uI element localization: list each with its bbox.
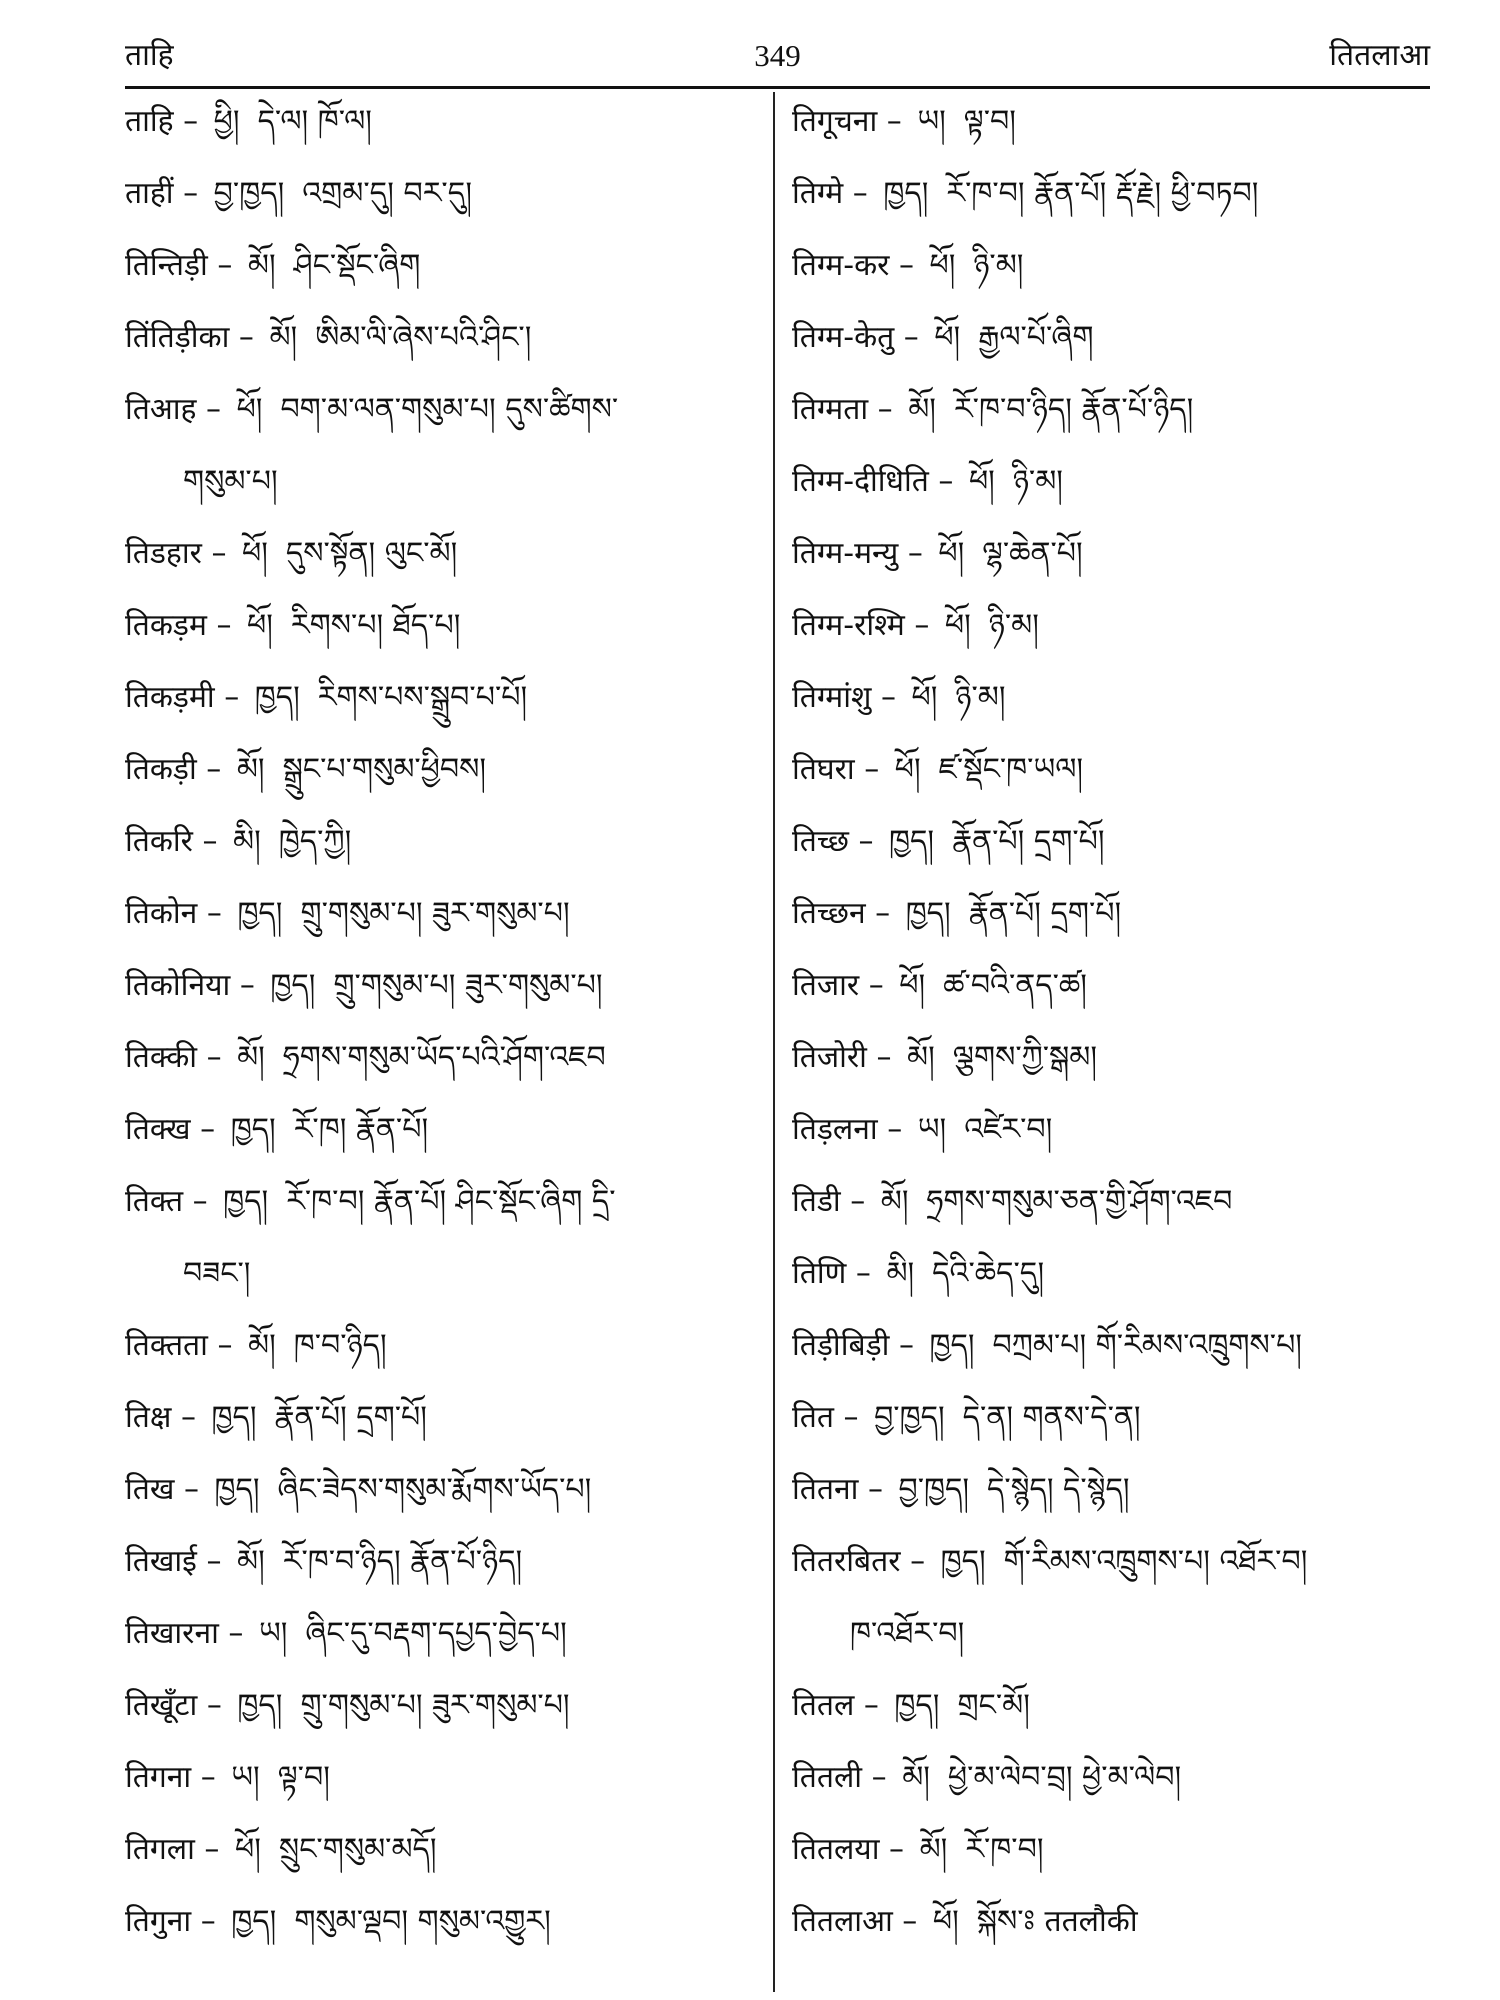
dictionary-entry — [792, 1400, 1141, 1436]
entry-gloss: ཉི་མ། — [973, 248, 1024, 283]
entry-headword: तिकड़म — [125, 608, 207, 643]
dictionary-entry — [792, 1688, 1030, 1724]
entry-gloss: གྲུ་གསུམ་པ། ཟུར་གསུམ་པ། — [300, 1688, 570, 1723]
entry-headword: तितलया — [792, 1832, 880, 1867]
dictionary-entry — [125, 608, 460, 644]
dictionary-entry — [125, 680, 527, 716]
entry-gloss: རྒྱལ་པོ་ཞིག — [978, 320, 1094, 355]
entry-gloss: གསུམ་ལྡབ། གསུམ་འགྱུར། — [294, 1904, 551, 1939]
entry-part-of-speech: ཁྱད། — [894, 1688, 940, 1723]
entry-separator: – — [910, 1544, 926, 1579]
entry-separator: – — [907, 536, 923, 571]
entry-headword: तिजोरी — [792, 1040, 867, 1075]
entry-gloss: དེ་ལ། ཁོ་ལ། — [257, 104, 372, 139]
entry-gloss: གྲུ་གསུམ་པ། ཟུར་གསུམ་པ། — [333, 968, 603, 1003]
entry-separator: – — [206, 1688, 222, 1723]
entry-separator: – — [875, 896, 891, 931]
dictionary-entry — [792, 464, 1063, 500]
entry-headword: तितरबितर — [792, 1544, 901, 1579]
entry-part-of-speech: ཕོ། — [934, 320, 961, 355]
entry-headword: तिग्म-केतु — [792, 320, 895, 355]
dictionary-entry — [125, 1544, 522, 1580]
header-right-guide-word: तितलाआ — [1329, 38, 1430, 73]
dictionary-entry — [792, 320, 1094, 356]
entry-gloss: རིགས་པ། ཐོད་པ། — [290, 608, 461, 643]
entry-separator: – — [216, 608, 232, 643]
entry-gloss: རོ་ཁ་བ། — [965, 1832, 1044, 1867]
entry-part-of-speech: བྱ་ཁྱད། — [874, 1400, 945, 1435]
entry-separator: – — [886, 104, 902, 139]
entry-gloss: རྣོན་པོ། དྲག་པོ། — [274, 1400, 427, 1435]
entry-separator: – — [880, 680, 896, 715]
entry-separator: – — [200, 1112, 216, 1147]
entry-part-of-speech: ཁྱད། — [883, 176, 929, 211]
entry-separator: – — [863, 1688, 879, 1723]
dictionary-entry — [125, 1472, 591, 1508]
entry-part-of-speech: ཕོ། — [932, 1904, 959, 1939]
entry-gloss: ཧྲགས་གསུམ་ཅན་གྱི་ཤོག་འཇབ — [926, 1184, 1233, 1219]
dictionary-entry — [792, 1040, 1097, 1076]
entry-part-of-speech: མོ། — [236, 752, 265, 787]
entry-headword: तिकड़ी — [125, 752, 197, 787]
entry-separator: – — [206, 752, 222, 787]
entry-headword: तिखारना — [125, 1616, 219, 1651]
entry-headword: तिक्ष — [125, 1400, 172, 1435]
entry-part-of-speech: ཡ། — [258, 1616, 288, 1651]
entry-part-of-speech: ཁྱད། — [223, 1184, 269, 1219]
dictionary-entry — [792, 1184, 1232, 1220]
dictionary-entry — [792, 1760, 1181, 1796]
entry-separator: – — [938, 464, 954, 499]
entry-headword: तिग्म-दीधिति — [792, 464, 929, 499]
entry-separator: – — [903, 320, 919, 355]
entry-part-of-speech: ཕོ། — [247, 608, 273, 643]
entry-separator: – — [217, 1328, 233, 1363]
entry-part-of-speech: ཁྱད། — [237, 896, 283, 931]
entry-headword: तिडी — [792, 1184, 841, 1219]
entry-part-of-speech: ཁྱད། — [905, 896, 951, 931]
dictionary-entry — [125, 1400, 427, 1436]
entry-gloss: དུས་སྟོན། ལུང་མོ། — [285, 536, 458, 571]
entry-separator: – — [183, 104, 199, 139]
entry-part-of-speech: ཕོ། — [234, 1832, 261, 1867]
entry-separator: – — [852, 176, 868, 211]
dictionary-entry — [125, 1616, 567, 1652]
entry-part-of-speech: མི། — [886, 1256, 915, 1291]
dictionary-entry — [792, 536, 1083, 572]
dictionary-entry — [125, 1040, 606, 1076]
entry-gloss: ཤིང་སྡོང་ཞིག — [293, 248, 421, 283]
entry-gloss: གྲང་མོ། — [957, 1688, 1030, 1723]
entry-gloss: ཕྱེ་མ་ལེབ་བྲ། ཕྱེ་མ་ལེབ། — [947, 1760, 1182, 1795]
entry-separator: – — [858, 824, 874, 859]
entry-gloss: ཞིང་ཟེདས་གསུམ་རྨོགས་ཡོད་པ། — [277, 1472, 592, 1507]
entry-gloss: ཁྱེད་ཀྱི། — [278, 824, 352, 859]
entry-separator: – — [200, 1760, 216, 1795]
entry-separator: – — [206, 896, 222, 931]
entry-headword: तिखूँटा — [125, 1688, 198, 1723]
header-rule — [125, 86, 1430, 89]
entry-separator: – — [202, 824, 218, 859]
dictionary-entry — [792, 608, 1039, 644]
entry-headword: तिणि — [792, 1256, 847, 1291]
entry-gloss: གོ་རིམས་འཁྲུགས་པ། འཐོར་བ། — [1003, 1544, 1308, 1579]
entry-part-of-speech: བྱ་ཁྱད། — [213, 176, 285, 211]
entry-part-of-speech: མོ། — [247, 248, 276, 283]
entry-separator: – — [206, 1544, 222, 1579]
entry-part-of-speech: མོ། — [237, 1544, 265, 1579]
entry-continuation — [125, 464, 278, 500]
entry-gloss: ལྟ་བ། — [277, 1760, 330, 1795]
entry-headword: तिग्म-मन्यु — [792, 536, 899, 571]
entry-continuation — [125, 1256, 250, 1292]
dictionary-entry — [125, 1184, 616, 1220]
entry-gloss: ཞིང་དུ་བརྡག་དཔྱད་བྱེད་པ། — [305, 1616, 567, 1651]
entry-part-of-speech: ཕོ། — [938, 536, 965, 571]
entry-gloss: རོ་ཁ། རྣོན་པོ། — [293, 1112, 429, 1147]
dictionary-entry — [792, 176, 1258, 212]
entry-headword: तिआह — [125, 392, 197, 427]
entry-part-of-speech: ཁྱད། — [214, 1472, 260, 1507]
entry-gloss: གསུམ་པ། — [183, 464, 278, 499]
dictionary-entry — [125, 752, 486, 788]
entry-separator: – — [864, 752, 880, 787]
entry-gloss: ཁ་འཐོར་བ། — [850, 1616, 965, 1651]
entry-headword: तिडहार — [125, 536, 202, 571]
entry-gloss: རོ་ཁ་བ། རྣོན་པོ། ཤིང་སྡོང་ཞིག དྲི་ — [286, 1184, 616, 1219]
entry-gloss: བག་མ་ལན་གསུམ་པ། དུས་ཚིགས་ — [280, 392, 619, 427]
dictionary-entry — [792, 1472, 1129, 1508]
entry-gloss: སྒྲུང་པ་གསུམ་ཕྱིབས། — [282, 752, 487, 787]
entry-gloss: ཉི་མ། — [988, 608, 1039, 643]
dictionary-entry — [792, 1904, 1138, 1940]
dictionary-entry — [125, 248, 420, 284]
dictionary-entry — [125, 1112, 428, 1148]
entry-separator: – — [877, 392, 893, 427]
entry-separator: – — [902, 1904, 918, 1939]
dictionary-entry — [125, 968, 603, 1004]
entry-gloss: རོ་ཁ་བ་ཉིད། རྣོན་པོ་ཉིད། — [953, 392, 1194, 427]
entry-headword: तिक्ख — [125, 1112, 191, 1147]
entry-headword: तिगला — [125, 1832, 195, 1867]
entry-headword: तिच्छन — [792, 896, 866, 931]
entry-headword: तिक्तता — [125, 1328, 208, 1363]
entry-part-of-speech: ཕོ། — [944, 608, 971, 643]
entry-gloss: འགྲམ་དུ། བར་དུ། — [302, 176, 473, 211]
entry-gloss: སྐོས་ཿ ततलौकी — [976, 1904, 1138, 1939]
entry-separator: – — [183, 176, 199, 211]
dictionary-entry — [792, 248, 1023, 284]
entry-part-of-speech: མོ། — [919, 1832, 948, 1867]
entry-headword: तिग्म-कर — [792, 248, 890, 283]
entry-gloss: རོ་ཁ་བ་ཉིད། རྣོན་པོ་ཉིད། — [282, 1544, 523, 1579]
dictionary-entry — [125, 1832, 437, 1868]
entry-part-of-speech: མོ། — [902, 1760, 930, 1795]
entry-separator: – — [228, 1616, 244, 1651]
dictionary-entry — [125, 824, 351, 860]
entry-gloss: ཧྲགས་གསུམ་ཡོད་པའི་ཤོག་འཇབ — [282, 1040, 606, 1075]
entry-gloss: བཀྲམ་པ། གོ་རིམས་འཁྲུགས་པ། — [992, 1328, 1302, 1363]
entry-headword: तिघरा — [792, 752, 855, 787]
entry-gloss: ལྕགས་ཀྱི་སྒམ། — [952, 1040, 1098, 1075]
entry-gloss: བཟང་། — [183, 1256, 251, 1291]
entry-headword: तिक्की — [125, 1040, 198, 1075]
entry-separator: – — [200, 1904, 216, 1939]
entry-gloss: ཉི་མ། — [1012, 464, 1063, 499]
dictionary-entry — [792, 824, 1105, 860]
entry-separator: – — [204, 1832, 220, 1867]
entry-separator: – — [871, 1760, 887, 1795]
entry-part-of-speech: བྱ་ཁྱད། — [898, 1472, 970, 1507]
entry-gloss: འཛེར་བ། — [964, 1112, 1053, 1147]
entry-gloss: ཁ་བ་ཉིད། — [293, 1328, 387, 1363]
entry-gloss: རོ་ཁ་བ། རྣོན་པོ། རྡོ་རྗེ། ཕྱི་བཏབ། — [946, 176, 1259, 211]
entry-part-of-speech: ཁྱད། — [940, 1544, 986, 1579]
entry-separator: – — [876, 1040, 892, 1075]
entry-gloss: དེ་ན། གནས་དེ་ན། — [962, 1400, 1141, 1435]
dictionary-entry — [125, 1904, 551, 1940]
entry-part-of-speech: ཕྱི། — [213, 104, 240, 139]
entry-separator: – — [843, 1400, 859, 1435]
entry-separator: – — [224, 680, 240, 715]
entry-headword: तितल — [792, 1688, 855, 1723]
entry-part-of-speech: ཕོ། — [894, 752, 921, 787]
entry-gloss: ལྟ་བ། — [963, 104, 1016, 139]
entry-gloss: དེ་སྙེད། དེ་སྙེད། — [987, 1472, 1130, 1507]
dictionary-entry — [792, 752, 1083, 788]
entry-headword: तिजार — [792, 968, 860, 1003]
entry-part-of-speech: ཁྱད། — [231, 1904, 277, 1939]
entry-separator: – — [889, 1832, 905, 1867]
entry-separator: – — [206, 1040, 222, 1075]
entry-separator: – — [868, 968, 884, 1003]
entry-part-of-speech: མོ། — [908, 392, 936, 427]
dictionary-entry — [792, 104, 1016, 140]
entry-part-of-speech: ཡ། — [231, 1760, 260, 1795]
entry-gloss: ཛ་སྡོང་ཁ་ཡལ། — [938, 752, 1084, 787]
entry-separator: – — [867, 1472, 883, 1507]
entry-headword: तिन्तिड़ी — [125, 248, 208, 283]
entry-part-of-speech: ཁྱད། — [230, 1112, 276, 1147]
page-header — [125, 36, 1430, 86]
entry-part-of-speech: ཁྱད། — [211, 1400, 257, 1435]
entry-headword: तिखाई — [125, 1544, 197, 1579]
dictionary-entry — [792, 1256, 1044, 1292]
dictionary-entry — [125, 392, 618, 428]
dictionary-entry — [125, 536, 457, 572]
entry-part-of-speech: ཕོ། — [236, 392, 263, 427]
entry-separator: – — [898, 1328, 914, 1363]
dictionary-entry — [792, 392, 1193, 428]
entry-part-of-speech: ཡ། — [917, 104, 946, 139]
entry-gloss: ཉི་མ། — [955, 680, 1006, 715]
dictionary-entry — [792, 1832, 1044, 1868]
column-divider — [773, 92, 775, 1992]
entry-headword: तितली — [792, 1760, 863, 1795]
entry-separator: – — [898, 248, 914, 283]
entry-part-of-speech: མོ། — [907, 1040, 935, 1075]
entry-part-of-speech: མོ། — [880, 1184, 909, 1219]
entry-headword: ताहि — [125, 104, 174, 139]
entry-headword: तिच्छ — [792, 824, 849, 859]
entry-part-of-speech: མོ། — [248, 1328, 276, 1363]
entry-gloss: རྣོན་པོ། དྲག་པོ། — [952, 824, 1105, 859]
entry-part-of-speech: ཁྱད། — [270, 968, 316, 1003]
entry-headword: तितना — [792, 1472, 859, 1507]
entry-part-of-speech: མོ། — [237, 1040, 265, 1075]
entry-continuation — [792, 1616, 964, 1652]
dictionary-entry — [125, 1760, 330, 1796]
header-left-guide-word: ताहि — [125, 38, 174, 73]
entry-part-of-speech: ཁྱད། — [929, 1328, 975, 1363]
entry-part-of-speech: མོ། — [269, 320, 298, 355]
entry-part-of-speech: ཕོ། — [241, 536, 268, 571]
dictionary-entry — [125, 176, 472, 212]
entry-separator: – — [850, 1184, 866, 1219]
entry-separator: – — [206, 392, 222, 427]
entry-headword: तिग्मांशु — [792, 680, 872, 715]
entry-separator: – — [211, 536, 227, 571]
entry-part-of-speech: ཕོ། — [929, 248, 956, 283]
entry-gloss: རིགས་པས་སྒྲུབ་པ་པོ། — [317, 680, 528, 715]
entry-separator: – — [217, 248, 233, 283]
entry-gloss: སྲུང་གསུམ་མདོ། — [278, 1832, 437, 1867]
dictionary-entry — [792, 968, 1087, 1004]
entry-separator: – — [887, 1112, 903, 1147]
entry-headword: तिख — [125, 1472, 175, 1507]
dictionary-entry — [792, 1544, 1307, 1580]
dictionary-entry — [792, 1328, 1302, 1364]
entry-gloss: ལྷ་ཆེན་པོ། — [982, 536, 1083, 571]
entry-separator: – — [239, 968, 255, 1003]
entry-headword: तिकड़मी — [125, 680, 215, 715]
entry-part-of-speech: ཁྱད། — [237, 1688, 283, 1723]
dictionary-entry — [125, 104, 372, 140]
entry-headword: तिड़लना — [792, 1112, 878, 1147]
entry-headword: तिगुना — [125, 1904, 192, 1939]
entry-separator: – — [192, 1184, 208, 1219]
dictionary-entry — [125, 1688, 570, 1724]
entry-part-of-speech: ཡ། — [917, 1112, 947, 1147]
entry-gloss: ཨིམ་ལི་ཞེས་པའི་ཤིང་། — [315, 320, 532, 355]
entry-part-of-speech: ཕོ། — [911, 680, 938, 715]
entry-part-of-speech: ཁྱད། — [254, 680, 300, 715]
entry-gloss: ཚ་བའི་ནད་ཚ། — [943, 968, 1087, 1003]
dictionary-entry — [792, 896, 1121, 932]
entry-part-of-speech: ཁྱད། — [889, 824, 935, 859]
entry-headword: तिकोनिया — [125, 968, 231, 1003]
entry-headword: तिग्म-रश्मि — [792, 608, 905, 643]
dictionary-entry — [792, 680, 1005, 716]
entry-headword: तित — [792, 1400, 834, 1435]
entry-headword: तिग्मता — [792, 392, 869, 427]
dictionary-entry — [125, 1328, 387, 1364]
entry-separator: – — [914, 608, 930, 643]
entry-part-of-speech: ཕོ། — [899, 968, 926, 1003]
entry-gloss: རྣོན་པོ། དྲག་པོ། — [968, 896, 1122, 931]
dictionary-entry — [125, 320, 531, 356]
entry-separator: – — [180, 1400, 196, 1435]
entry-headword: तिग्मे — [792, 176, 844, 211]
dictionary-entry — [125, 896, 570, 932]
entry-headword: तिक्त — [125, 1184, 184, 1219]
entry-separator: – — [238, 320, 254, 355]
entry-headword: तिंतिड़ीका — [125, 320, 230, 355]
entry-headword: ताहीं — [125, 176, 174, 211]
dictionary-entry — [792, 1112, 1052, 1148]
entry-part-of-speech: ཕོ། — [968, 464, 995, 499]
entry-headword: तिगना — [125, 1760, 192, 1795]
entry-part-of-speech: མི། — [233, 824, 261, 859]
entry-headword: तिकरि — [125, 824, 193, 859]
entry-gloss: དེའི་ཆེད་དུ། — [932, 1256, 1045, 1291]
entry-headword: तिगूचना — [792, 104, 878, 139]
entry-headword: तितलाआ — [792, 1904, 893, 1939]
entry-separator: – — [183, 1472, 199, 1507]
entry-headword: तिड़ीबिड़ी — [792, 1328, 890, 1363]
entry-separator: – — [855, 1256, 871, 1291]
page-number: 349 — [754, 38, 801, 73]
entry-gloss: གྲུ་གསུམ་པ། ཟུར་གསུམ་པ། — [300, 896, 570, 931]
entry-headword: तिकोन — [125, 896, 198, 931]
